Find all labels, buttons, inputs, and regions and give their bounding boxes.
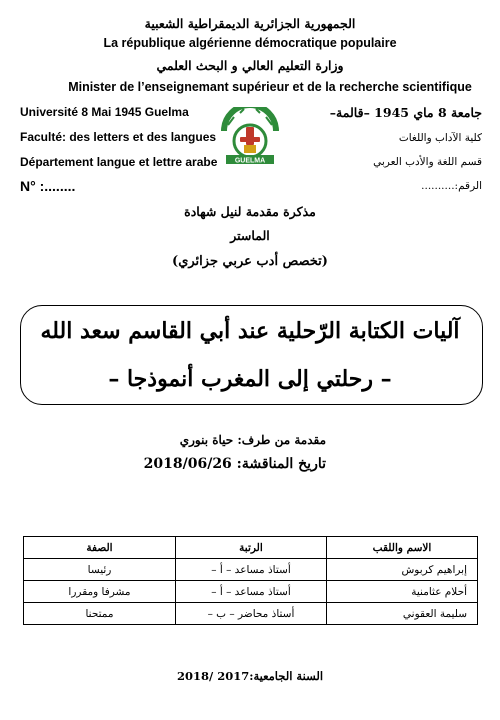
header-arabic-ministry: وزارة التعليم العالي و البحث العلمي (156, 58, 344, 73)
jury-member-role: مشرفا ومقررا (24, 581, 176, 603)
table-row (24, 581, 478, 603)
university-name-fr: Université 8 Mai 1945 Guelma (20, 105, 189, 119)
jury-member-name: سليمة العقوني (327, 603, 478, 625)
reference-number-ar: الرقم:.......... (421, 180, 482, 192)
jury-table (23, 536, 478, 625)
jury-member-name: إبراهيم كربوش (327, 559, 478, 581)
faculty-name-fr: Faculté: des letters et des langues (20, 130, 217, 144)
defense-date: تاريخ المناقشة: 2018/06/26 (143, 456, 326, 472)
header-french-ministry: Minister de l’enseignemant supérieur et de la recherche scientifique (68, 80, 472, 94)
presented-by: مقدمة من طرف: حياة بنوري (179, 433, 326, 447)
department-name-ar: قسم اللغة والأدب العربي (373, 156, 482, 168)
reference-number-fr: N° :........ (20, 178, 76, 194)
thesis-degree-intro: مذكرة مقدمة لنيل شهادة (184, 204, 316, 219)
thesis-title: آليات الكتابة الرّحلية عند أبي القاسم سعد الله (40, 318, 460, 344)
jury-member-rank: أستاذ مساعد – أ – (176, 559, 327, 581)
table-row (24, 559, 478, 581)
table-header-row (24, 537, 478, 559)
thesis-degree-name: الماستر (230, 228, 270, 243)
university-name-ar: جامعة 8 ماي 1945 –قالمة– (329, 105, 482, 120)
jury-member-rank: أستاذ مساعد – أ – (176, 581, 327, 603)
column-header-role: الصفة (24, 537, 176, 559)
university-logo (218, 107, 282, 171)
academic-year: السنة الجامعية:2017 /2018 (176, 669, 324, 683)
header-arabic-republic: الجمهورية الجزائرية الديمقراطية الشعبية (144, 16, 356, 31)
jury-member-role: رئيسا (24, 559, 176, 581)
header-french-republic: La république algérienne démocratique populaire (103, 36, 397, 50)
logo-text: GUELMA (234, 157, 266, 165)
thesis-specialty: (تخصص أدب عربي جزائري) (172, 254, 328, 269)
column-header-rank: الرتبة (176, 537, 327, 559)
department-name-fr: Département langue et lettre arabe (20, 155, 218, 169)
faculty-name-ar: كلية الآداب واللغات (398, 132, 482, 144)
jury-member-name: أحلام عثامنية (327, 581, 478, 603)
table-row (24, 603, 478, 625)
jury-member-role: ممتحنا (24, 603, 176, 625)
thesis-subtitle: – رحلتي إلى المغرب أنموذجا – (108, 366, 392, 392)
jury-member-rank: أستاذ محاضر – ب – (176, 603, 327, 625)
column-header-name: الاسم واللقب (327, 537, 478, 559)
